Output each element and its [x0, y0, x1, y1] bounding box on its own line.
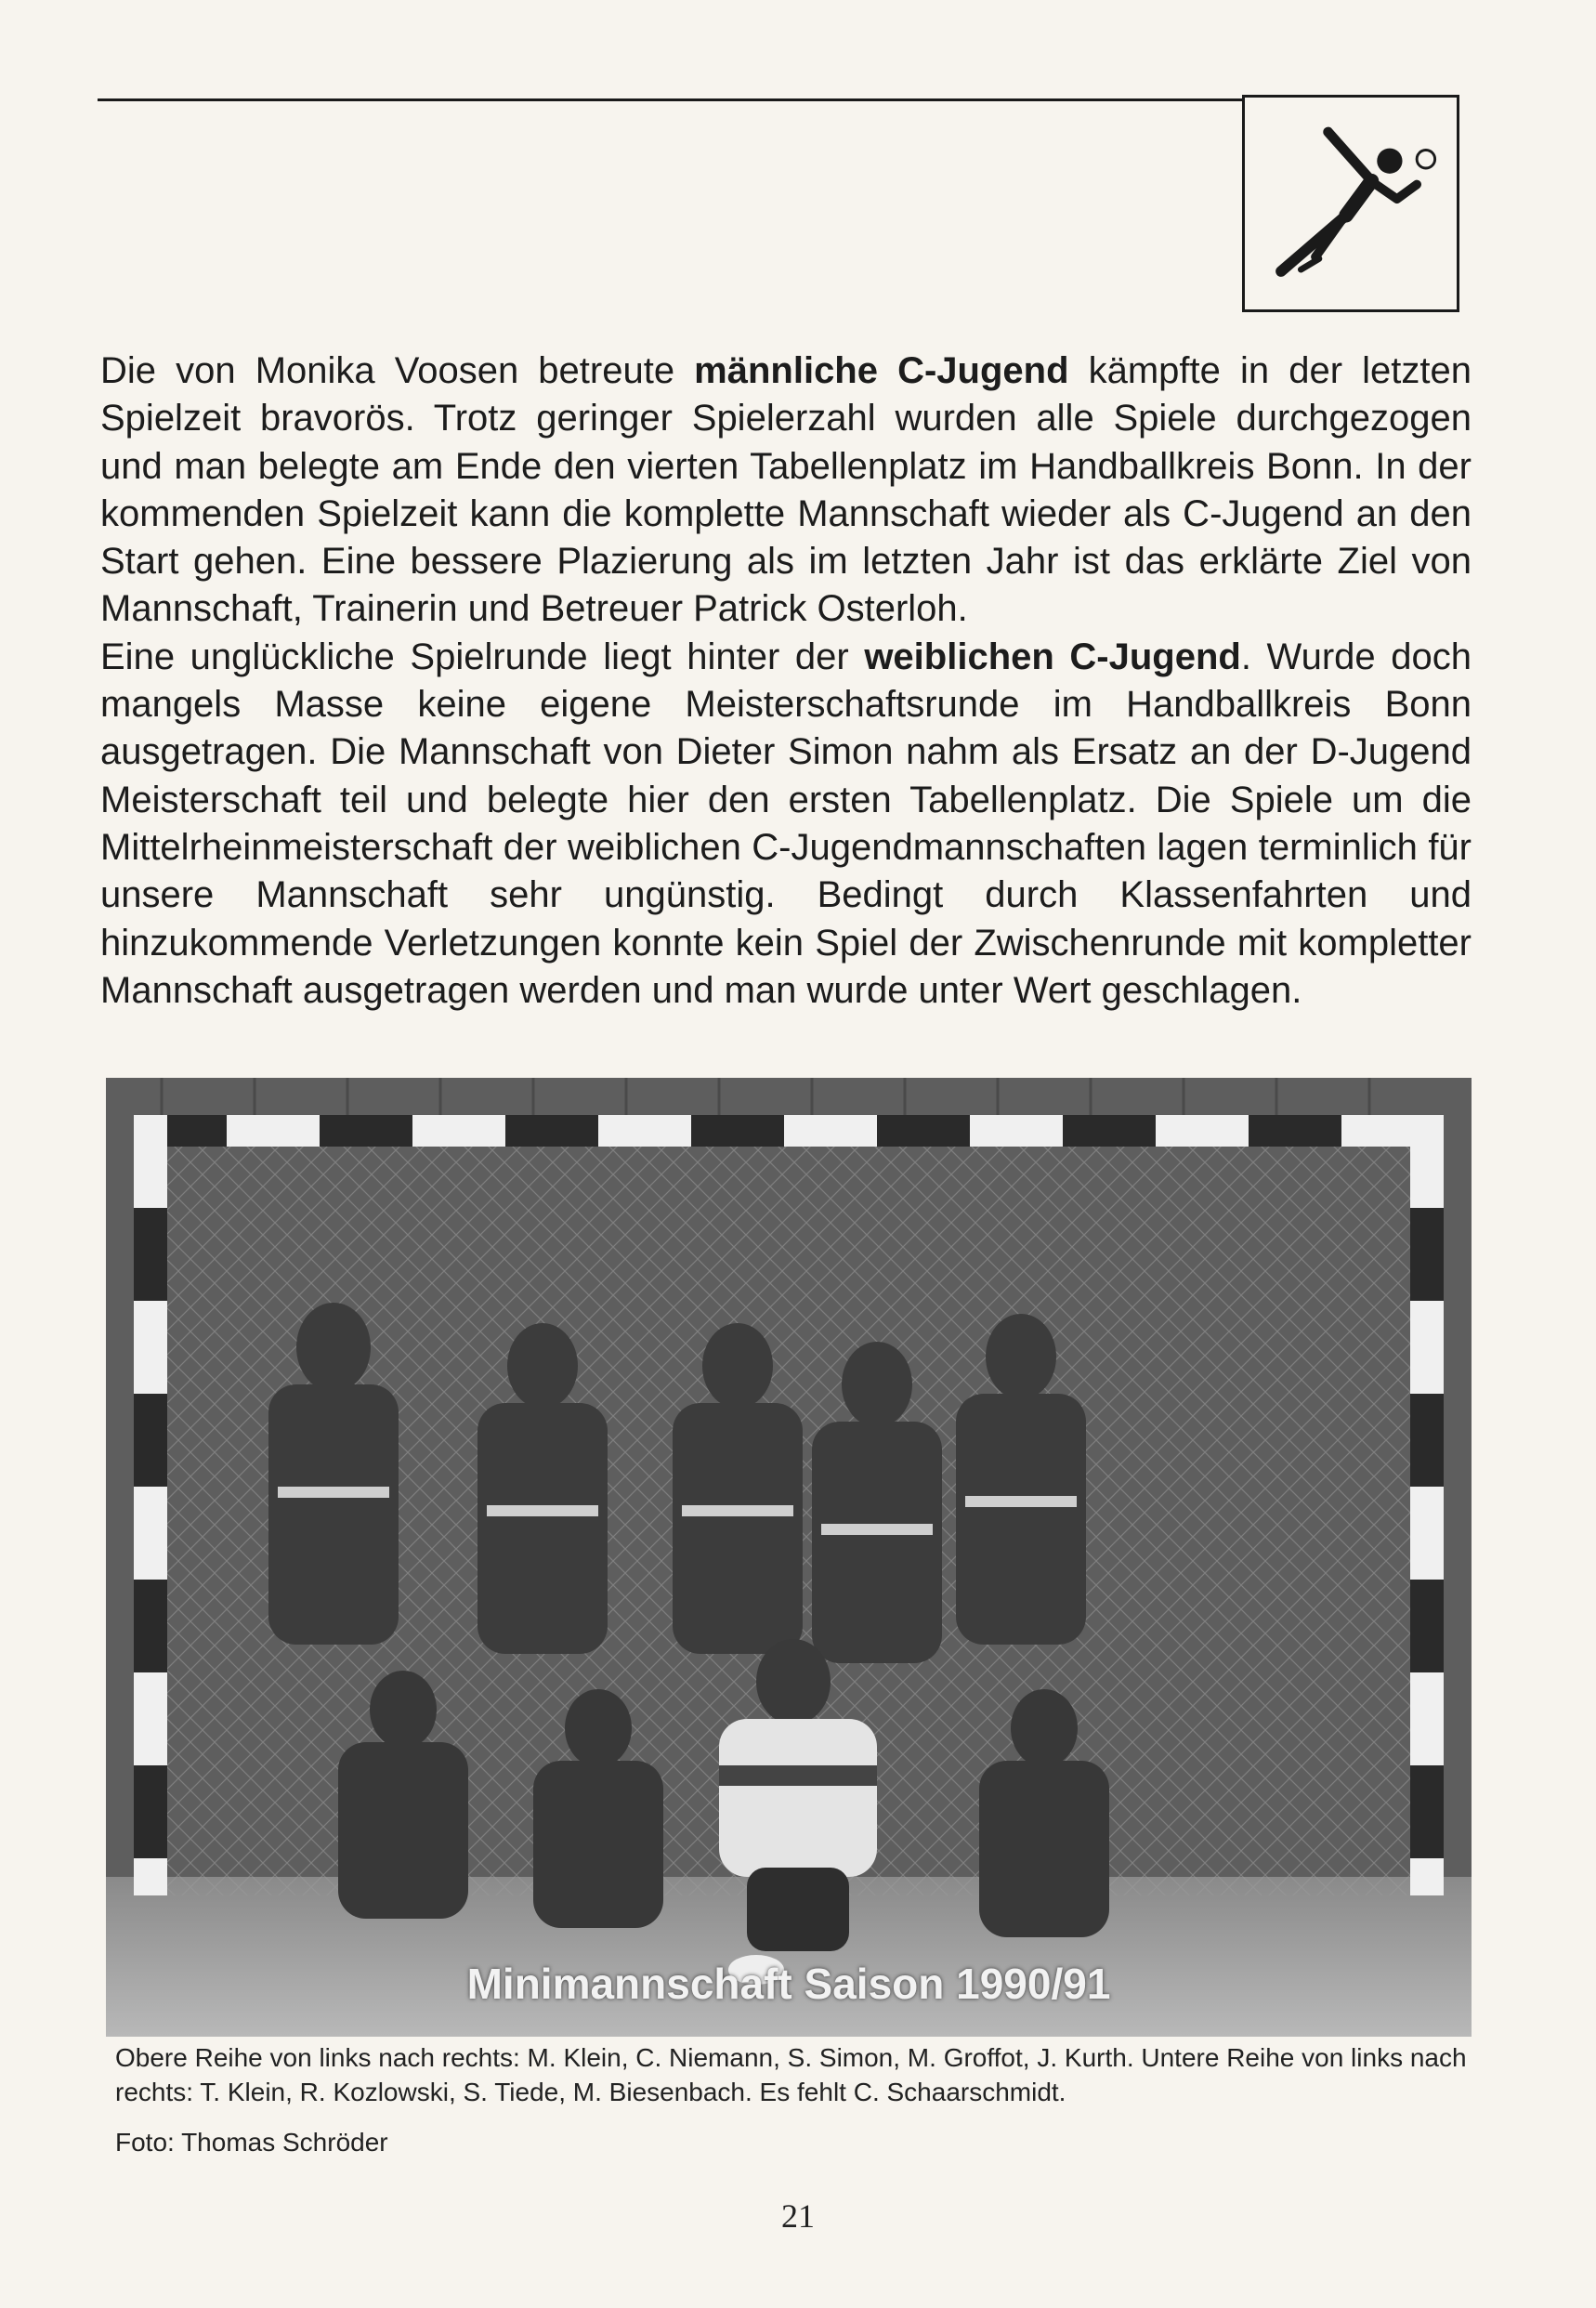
photo-credit: Foto: Thomas Schröder [115, 2128, 388, 2157]
p2-bold-team: weiblichen C-Jugend [864, 636, 1241, 677]
handball-player-icon [1242, 95, 1459, 312]
paragraph-maennliche-c-jugend [100, 348, 1472, 634]
handball-player-pictogram [1245, 98, 1457, 309]
photo-title: Minimannschaft Saison 1990/91 [466, 1960, 1111, 2008]
team-photo-image [106, 1078, 1472, 2037]
page-number: 21 [781, 2197, 815, 2235]
header-rule [98, 98, 1245, 101]
p2-text-b: . Wurde doch mangels Masse keine eigene Meisterschaftsrunde im Handballkreis Bonn ausgetragen. Die Mannschaft von Dieter Simon nahm als Ersatz an der D-Jugend Meisterschaft teil und belegte hier den ersten Tabellenplatz. Die Spiele um die Mittelrheinmeisterschaft der weiblichen C-Jugendmannschaften lagen terminlich für unsere Mannschaft sehr ungünstig. Bedingt durch Klassenfahrten und hinzukommende Verletzungen konnte kein Spiel der Zwischenrunde mit kompletter Mannschaft ausgetragen werden und man wurde unter Wert geschlagen. [100, 636, 1472, 1011]
p1-text-a: Die von Monika Voosen betreute [100, 350, 695, 391]
p1-bold-team: männliche C-Jugend [694, 350, 1069, 391]
article-body [100, 348, 1472, 1015]
p2-text-a: Eine unglückliche Spielrunde liegt hinter der [100, 636, 865, 677]
p1-text-b: kämpfte in der letzten Spielzeit bravorös. Trotz geringer Spielerzahl wurden alle Spiele durchgezogen und man belegte am Ende den vierten Tabellenplatz im Handballkreis Bonn. In der kommenden Spielzeit kann die komplette Mannschaft wieder als C-Jugend an den Start gehen. Eine bessere Plazierung als im letzten Jahr ist das erklärte Ziel von Mannschaft, Trainerin und Betreuer Patrick Osterloh. [100, 350, 1472, 630]
photo-caption: Obere Reihe von links nach rechts: M. Klein, C. Niemann, S. Simon, M. Groffot, J. Kurth. Untere Reihe von links nach rechts: T. Klein, R. Kozlowski, S. Tiede, M. Biesenbach. Es fehlt C. Schaarschmidt. [115, 2043, 1467, 2106]
paragraph-weibliche-c-jugend [100, 634, 1472, 1015]
team-photo [106, 1078, 1472, 2037]
